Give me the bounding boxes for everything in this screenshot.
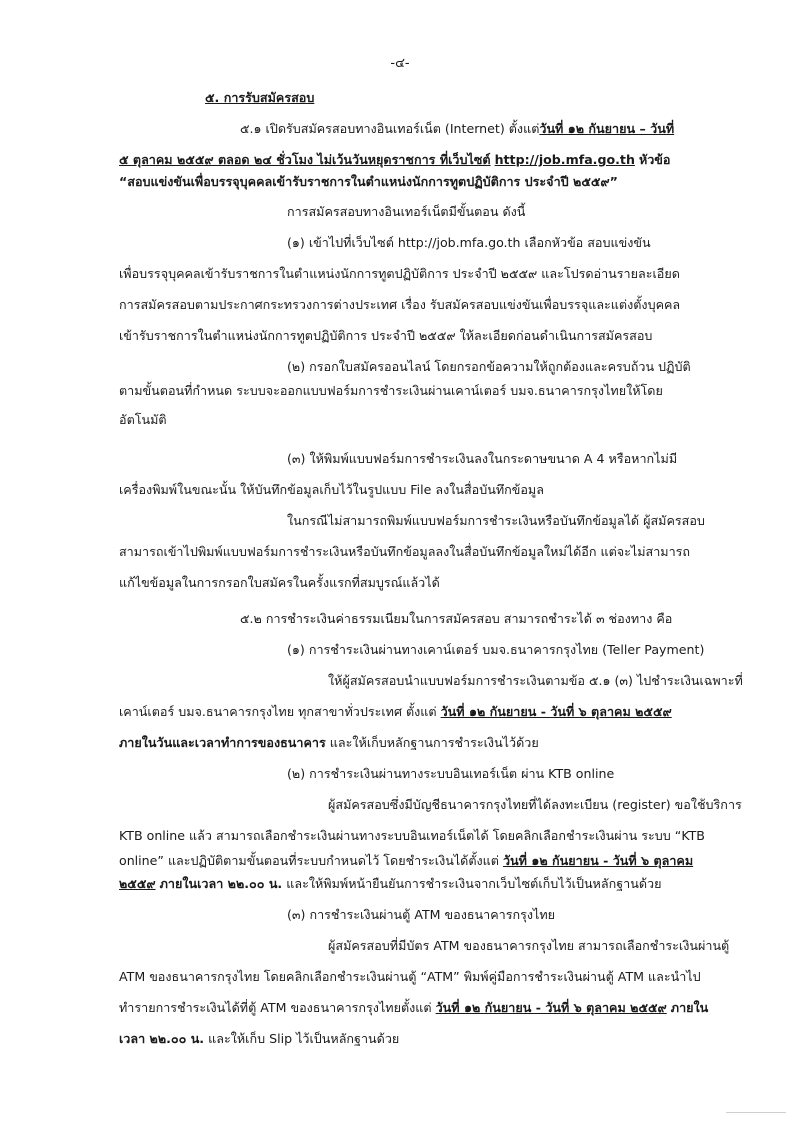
s52-p3-line1: ผู้สมัครสอบที่มีบัตร ATM ของธนาคารกรุงไทย สามารถเลือกชำระเงินผ่านตู้ xyxy=(328,938,730,953)
s52-p2-line2: KTB online แล้ว สามารถเลือกชำระเงินผ่านทางระบบอินเทอร์เน็ตได้ โดยคลิกเลือกชำระเงินผ่าน ระบบ “KTB xyxy=(119,828,705,843)
exam-title: “สอบแข่งขันเพื่อบรรจุบุคคลเข้ารับราชการในตำแหน่งนักการทูตปฏิบัติการ ประจำปี ๒๕๕๙” xyxy=(119,174,618,189)
s51-date-range: วันที่ ๑๒ กันยายน – วันที่ xyxy=(539,121,675,136)
s51-item1-line1: (๑) เข้าไปที่เว็บไซต์ http://job.mfa.go.th เลือกหัวข้อ สอบแข่งขัน xyxy=(287,235,651,250)
s52-p3-line3 xyxy=(119,992,708,1023)
s52-p3-line4-text: และให้เก็บ Slip ไว้เป็นหลักฐานด้วย xyxy=(208,1031,400,1046)
s52-p2-year: ๒๕๕๙ xyxy=(119,876,156,891)
s52-p2-title: (๒) การชำระเงินผ่านทางระบบอินเทอร์เน็ต ผ่าน KTB online xyxy=(287,766,615,781)
s51-topic-label: หัวข้อ xyxy=(638,152,671,167)
s51-item1-line3: การสมัครสอบตามประกาศกระทรวงการต่างประเทศ เรื่อง รับสมัครสอบแข่งขันเพื่อบรรจุและแต่งตั้งบุคคล xyxy=(119,297,681,312)
s51-line1 xyxy=(240,113,674,144)
s51-item2-line2: ตามขั้นตอนที่กำหนด ระบบจะออกแบบฟอร์มการชำระเงินผ่านเคาน์เตอร์ บมจ.ธนาคารกรุงไทยให้โดย xyxy=(119,383,663,398)
s51-item3-line1: (๓) ให้พิมพ์แบบฟอร์มการชำระเงินลงในกระดาษขนาด A 4 หรือหากไม่มี xyxy=(287,451,678,466)
s52-p2-line3-text: online” และปฏิบัติตามขั้นตอนที่ระบบกำหนดไว้ โดยชำระเงินได้ตั้งแต่ xyxy=(119,853,499,868)
s52-p3-date-range: วันที่ ๑๒ กันยายน - วันที่ ๖ ตุลาคม ๒๕๕๙ xyxy=(435,1000,667,1015)
s52-p2-line4 xyxy=(119,868,661,899)
s52-p1-line3 xyxy=(119,727,539,758)
s52-p3-line2: ATM ของธนาคารกรุงไทย โดยคลิกเลือกชำระเงินผ่านตู้ “ATM” พิมพ์คู่มือการชำระเงินผ่านตู้ ATM และนำไป xyxy=(119,969,701,984)
s52-p1-date-range: วันที่ ๑๒ กันยายน - วันที่ ๖ ตุลาคม ๒๕๕๙ xyxy=(440,704,672,719)
s51-item2-line3: อัตโนมัติ xyxy=(119,412,167,427)
s52-p1-line1: ให้ผู้สมัครสอบนำแบบฟอร์มการชำระเงินตามข้อ ๕.๑ (๓) ไปชำระเงินเฉพาะที่ xyxy=(328,673,743,688)
s52-p1-line3-text: และให้เก็บหลักฐานการชำระเงินไว้ด้วย xyxy=(329,735,539,750)
s51-item3-line3: ในกรณีไม่สามารถพิมพ์แบบฟอร์มการชำระเงินหรือบันทึกข้อมูลได้ ผู้สมัครสอบ xyxy=(287,513,705,528)
section-heading: ๕. การรับสมัครสอบ xyxy=(205,90,315,105)
s52-p3-line3-text: ทำรายการชำระเงินได้ที่ตู้ ATM ของธนาคารกรุงไทยตั้งแต่ xyxy=(119,1000,432,1015)
s51-item3-line2: เครื่องพิมพ์ในขณะนั้น ให้บันทึกข้อมูลเก็บไว้ในรูปแบบ File ลงในสื่อบันทึกข้อมูล xyxy=(119,482,544,497)
s51-item1-line2: เพื่อบรรจุบุคคลเข้ารับราชการในตำแหน่งนักการทูตปฏิบัติการ ประจำปี ๒๕๕๙ และโปรดอ่านรายละเอียด xyxy=(119,266,680,281)
page-corner-mark xyxy=(726,1112,786,1121)
s52-p3-time: เวลา ๒๒.๐๐ น. xyxy=(119,1031,205,1046)
s52-p1-title: (๑) การชำระเงินผ่านทางเคาน์เตอร์ บมจ.ธนาคารกรุงไทย (Teller Payment) xyxy=(287,642,705,657)
page-number: -๔- xyxy=(390,56,410,71)
s52-p1-line2-text: เคาน์เตอร์ บมจ.ธนาคารกรุงไทย ทุกสาขาทั่วประเทศ ตั้งแต่ xyxy=(119,704,437,719)
s52-heading: ๕.๒ การชำระเงินค่าธรรมเนียมในการสมัครสอบ สามารถชำระได้ ๓ ช่องทาง คือ xyxy=(240,611,673,626)
s51-item3-line5: แก้ไขข้อมูลในการกรอกใบสมัครในครั้งแรกที่สมบูรณ์แล้วได้ xyxy=(119,575,440,590)
s52-p3-title: (๓) การชำระเงินผ่านตู้ ATM ของธนาคารกรุงไทย xyxy=(287,907,556,922)
s51-item3-line4: สามารถเข้าไปพิมพ์แบบฟอร์มการชำระเงินหรือบันทึกข้อมูลลงในสื่อบันทึกข้อมูลใหม่ได้อีก แต่จะไม่สามารถ xyxy=(119,544,691,559)
s52-p3-line4 xyxy=(119,1023,399,1054)
s51-item1-line4: เข้ารับราชการในตำแหน่งนักการทูตปฏิบัติการ ประจำปี ๒๕๕๙ ให้ละเอียดก่อนดำเนินการสมัครสอบ xyxy=(119,328,653,343)
s52-p2-date-range: วันที่ ๑๒ กันยายน - วันที่ ๖ ตุลาคม xyxy=(502,853,694,868)
s51-item2-line1: (๒) กรอกใบสมัครออนไลน์ โดยกรอกข้อความให้ถูกต้องและครบถ้วน ปฏิบัติ xyxy=(287,359,691,374)
s52-p1-bank-hours: ภายในวันและเวลาทำการของธนาคาร xyxy=(119,735,326,750)
website-link[interactable]: http://job.mfa.go.th xyxy=(494,152,635,167)
s52-p2-time: ภายในเวลา ๒๒.๐๐ น. xyxy=(159,876,283,891)
s52-p2-line4-text: และให้พิมพ์หน้ายืนยันการชำระเงินจากเว็บไซต์เก็บไว้เป็นหลักฐานด้วย xyxy=(286,876,662,891)
s52-p1-line2 xyxy=(119,696,672,727)
s52-p3-within: ภายใน xyxy=(670,1000,709,1015)
s51-steps-intro: การสมัครสอบทางอินเทอร์เน็ตมีขั้นตอน ดังนี้ xyxy=(287,204,526,219)
s51-line2-bold: ๕ ตุลาคม ๒๕๕๙ ตลอด ๒๔ ชั่วโมง ไม่เว้นวันหยุดราชการ ที่เว็บไซต์ xyxy=(119,152,491,167)
s51-line1-text: ๕.๑ เปิดรับสมัครสอบทางอินเทอร์เน็ต (Internet) ตั้งแต่ xyxy=(240,121,540,136)
s52-p2-line1: ผู้สมัครสอบซึ่งมีบัญชีธนาคารกรุงไทยที่ได้ลงทะเบียน (register) ขอใช้บริการ xyxy=(328,797,742,812)
